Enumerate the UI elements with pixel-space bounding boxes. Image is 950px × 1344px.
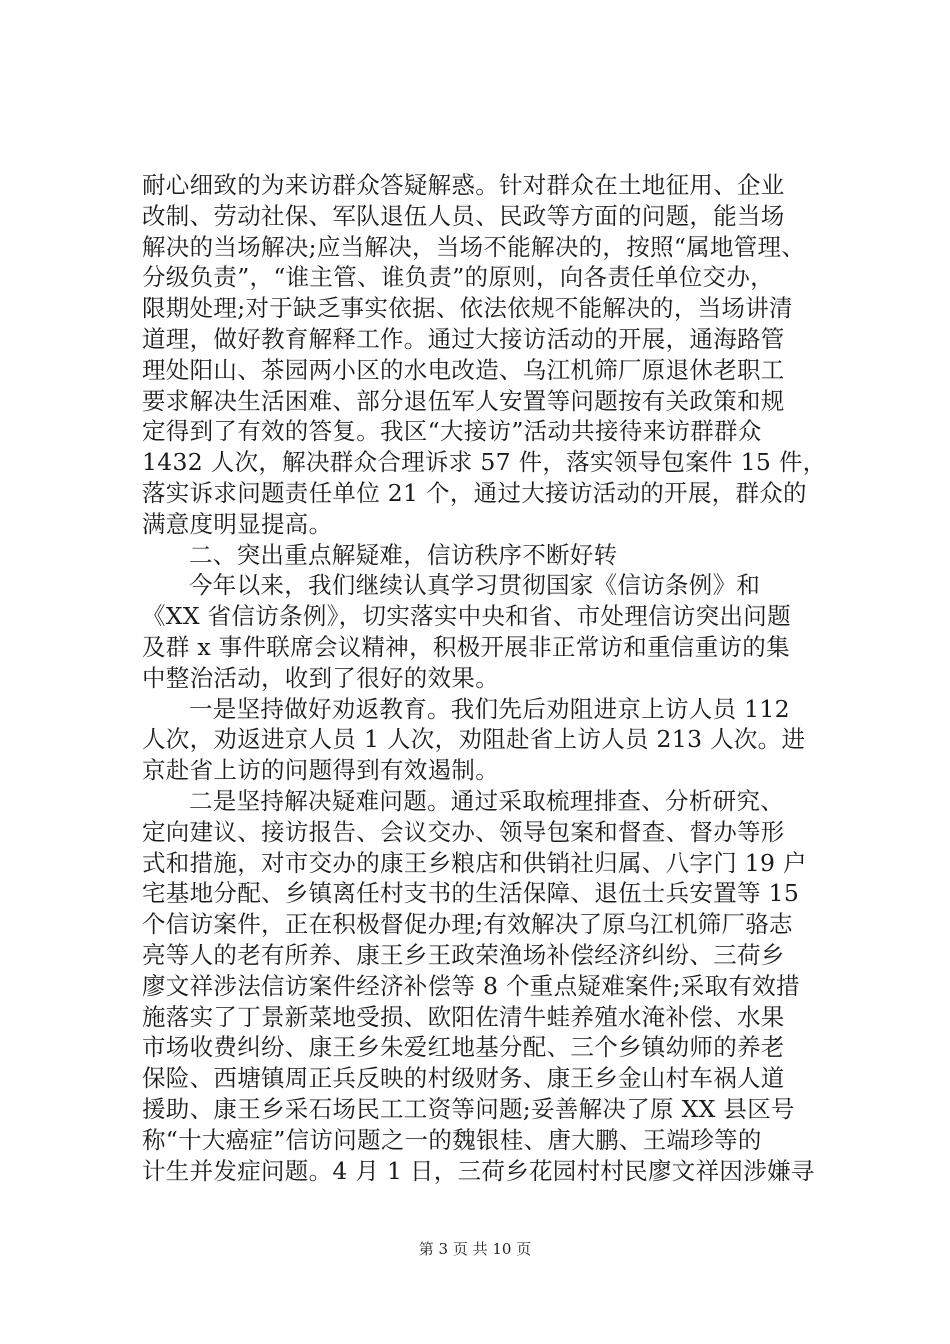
text-line: 二是坚持解决疑难问题。通过采取梳理排查、分析研究、: [189, 786, 784, 815]
text-line: 中整治活动，收到了很好的效果。: [142, 663, 499, 692]
text-line: 援助、康王乡采石场民工工资等问题;妥善解决了原 XX 县区号: [142, 1094, 795, 1123]
text-line: 京赴省上访的问题得到有效遏制。: [142, 756, 499, 785]
text-line: 满意度明显提高。: [142, 509, 333, 538]
text-line: 式和措施，对市交办的康王乡粮店和供销社归属、八字门 19 户: [142, 848, 807, 877]
text-line: 亮等人的老有所养、康王乡王政荣渔场补偿经济纠纷、三荷乡: [142, 940, 785, 969]
text-line: 《XX 省信访条例》，切实落实中央和省、市处理信访突出问题: [142, 602, 791, 631]
document-body: [142, 170, 842, 1186]
text-line: 限期处理;对于缺乏事实依据、依法依规不能解决的，当场讲清: [142, 294, 793, 323]
text-line: 定得到了有效的答复。我区“大接访”活动共接待来访群群众: [142, 417, 762, 446]
text-line: 1432 人次，解决群众合理诉求 57 件，落实领导包案件 15 件，: [142, 448, 827, 477]
text-line: 一是坚持做好劝返教育。我们先后劝阻进京上访人员 112: [189, 694, 790, 723]
text-line: 解决的当场解决;应当解决，当场不能解决的，按照“属地管理、: [142, 232, 806, 261]
text-line: 要求解决生活困难、部分退伍军人安置等问题按有关政策和规: [142, 386, 785, 415]
text-line: 耐心细致的为来访群众答疑解惑。针对群众在土地征用、企业: [142, 171, 785, 199]
text-line: 分级负责”，“谁主管、谁负责”的原则，向各责任单位交办，: [142, 263, 774, 292]
text-line: 计生并发症问题。4 月 1 日，三荷乡花园村村民廖文祥因涉嫌寻: [142, 1156, 815, 1185]
text-line: 人次，劝返进京人员 1 人次，劝阻赴省上访人员 213 人次。进: [142, 725, 806, 754]
text-line: 二、突出重点解疑难，信访秩序不断好转: [189, 540, 618, 569]
text-line: 宅基地分配、乡镇离任村支书的生活保障、退伍士兵安置等 15: [142, 879, 800, 908]
text-line: 道理，做好教育解释工作。通过大接访活动的开展，通海路管: [142, 324, 785, 353]
text-line: 保险、西塘镇周正兵反映的村级财务、康王乡金山村车祸人道: [142, 1064, 785, 1093]
text-line: 理处阳山、茶园两小区的水电改造、乌江机筛厂原退休老职工: [142, 355, 785, 384]
text-line: 及群 x 事件联席会议精神，积极开展非正常访和重信重访的集: [142, 632, 790, 661]
text-line: 改制、劳动社保、军队退伍人员、民政等方面的问题，能当场: [142, 201, 785, 230]
text-line: 今年以来，我们继续认真学习贯彻国家《信访条例》和: [189, 571, 761, 600]
text-line: 定向建议、接访报告、会议交办、领导包案和督查、督办等形: [142, 817, 785, 846]
text-line: 市场收费纠纷、康王乡朱爱红地基分配、三个乡镇幼师的养老: [142, 1033, 785, 1062]
text-line: 个信访案件，正在积极督促办理;有效解决了原乌江机筛厂骆志: [142, 910, 793, 939]
text-line: 廖文祥涉法信访案件经济补偿等 8 个重点疑难案件;采取有效措: [142, 971, 800, 1000]
text-line: 落实诉求问题责任单位 21 个，通过大接访活动的开展，群众的: [142, 478, 807, 507]
text-line: 称“十大癌症”信访问题之一的魏银桂、唐大鹏、王端珍等的: [142, 1125, 762, 1154]
text-line: 施落实了丁景新菜地受损、欧阳佐清牛蛙养殖水淹补偿、水果: [142, 1002, 785, 1031]
page-footer: 第 3 页 共 10 页: [418, 1240, 532, 1258]
